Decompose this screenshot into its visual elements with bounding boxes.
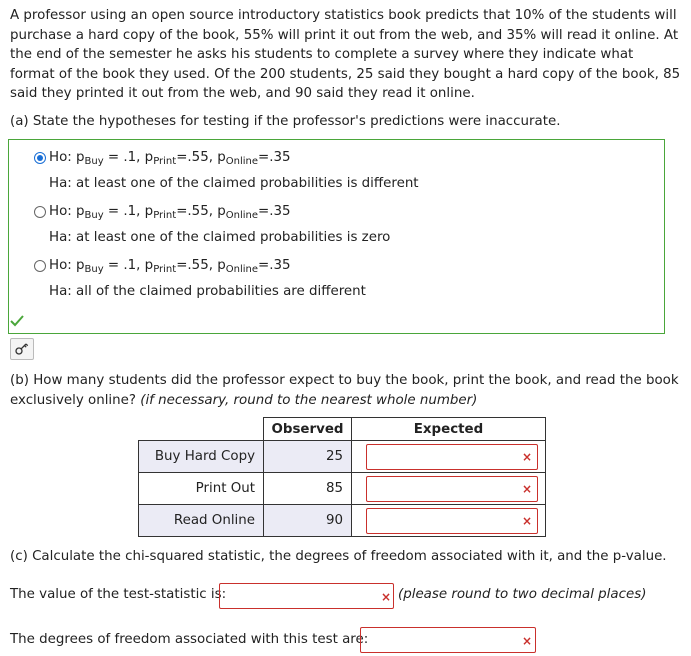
table-header-expected: Expected: [352, 418, 546, 441]
key-icon: [11, 339, 33, 359]
degrees-of-freedom-label: The degrees of freedom associated with this test are:: [10, 632, 369, 647]
table-header-observed: Observed: [264, 418, 352, 441]
test-statistic-label: The value of the test-statistic is:: [10, 587, 227, 602]
observed-value: 85: [264, 473, 352, 505]
expected-input-buy[interactable]: [366, 444, 538, 470]
incorrect-x-icon: ×: [521, 634, 532, 648]
table-row: [139, 505, 546, 537]
key-icon-button[interactable]: [10, 338, 34, 360]
incorrect-x-icon: ×: [521, 481, 532, 496]
hypotheses-answer-box: [8, 139, 665, 334]
table-row: [139, 441, 546, 473]
expected-input-print[interactable]: [366, 476, 538, 502]
hypothesis-option-3-ha: Ha: all of the claimed probabilities are different: [49, 284, 366, 299]
hypothesis-option-3-radio[interactable]: [34, 260, 46, 272]
correct-check-icon: [10, 315, 24, 327]
incorrect-x-icon: ×: [521, 449, 532, 464]
question-intro: A professor using an open source introductory statistics book predicts that 10% of the students will purchase a hard copy of the book, 55% will print it out from the web, and 35% will read it online. At the end of the semester he asks his students to complete a survey where they indicate what format of the book they used. Of the 200 students, 25 said they bought a hard copy of the book, 85 said they printed it out from the web, and 90 said they read it online.: [10, 8, 681, 102]
row-label: Read Online: [139, 505, 264, 537]
table-row: [139, 473, 546, 505]
row-label: Print Out: [139, 473, 264, 505]
part-a-prompt: (a) State the hypotheses for testing if the professor's predictions were inaccurate.: [10, 114, 561, 129]
expected-counts-table: [138, 417, 546, 537]
hypothesis-option-3-ho: Ho: $p_{Buy} = .1$, $p_{Print}=.55$, $p_{Online}=.35$: [49, 258, 291, 275]
expected-input-online[interactable]: [366, 508, 538, 534]
hypothesis-option-2-ho: Ho: $p_{Buy} = .1$, $p_{Print}=.55$, $p_{Online}=.35$: [49, 204, 291, 221]
observed-value: 25: [264, 441, 352, 473]
hypothesis-option-2-radio[interactable]: [34, 206, 46, 218]
table-header-blank: [139, 418, 264, 441]
table-header-row: [139, 418, 546, 441]
rounding-note: (please round to two decimal places): [398, 587, 647, 602]
incorrect-x-icon: ×: [521, 513, 532, 528]
observed-value: 90: [264, 505, 352, 537]
hypothesis-option-1-radio[interactable]: [34, 152, 46, 164]
hypothesis-option-1-ha: Ha: at least one of the claimed probabilities is different: [49, 176, 419, 191]
row-label: Buy Hard Copy: [139, 441, 264, 473]
hypothesis-option-1-ho: Ho: $p_{Buy} = .1$, $p_{Print}=.55$, $p_{Online}=.35$: [49, 150, 291, 167]
hypothesis-option-2-ha: Ha: at least one of the claimed probabilities is zero: [49, 230, 391, 245]
incorrect-x-icon: ×: [380, 590, 391, 604]
part-c-prompt: (c) Calculate the chi-squared statistic, the degrees of freedom associated with it, and the p-value.: [10, 549, 667, 564]
test-statistic-input[interactable]: [219, 583, 394, 609]
part-b-prompt: (b) How many students did the professor expect to buy the book, print the book, and read the book exclusively online? (if necessary, round to the nearest whole number): [10, 373, 679, 408]
degrees-of-freedom-input[interactable]: [360, 627, 536, 653]
